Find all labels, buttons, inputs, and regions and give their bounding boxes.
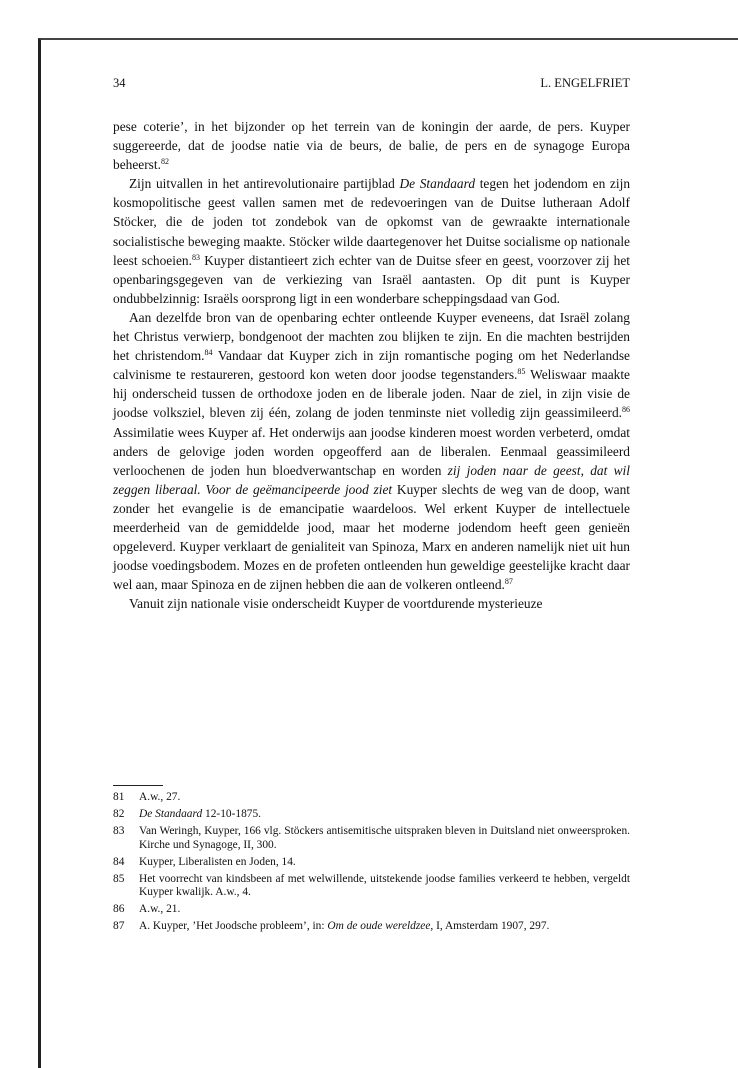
footnote-ref: 85: [517, 367, 526, 377]
text-run: A. Kuyper, ’Het Joodsche probleem’, in:: [139, 920, 328, 932]
footnote-ref: 86: [622, 405, 630, 415]
footnote: [113, 825, 630, 852]
text-run: Vandaar dat Kuyper zich in zijn romantische poging om het Nederlandse calvinisme te restaureren, gestoord kon weten door joodse tegenstanders.: [113, 348, 630, 383]
footnote: [113, 791, 630, 805]
body-text: [113, 117, 630, 613]
footnote-text: [139, 791, 630, 805]
text-run: Kuyper slechts de weg van de doop, want zonder het evangelie is de emancipatie waardeloos. Wel erkent Kuyper de intellectuele meerderheid van de gemiddelde jood, maar het moderne jodendom heeft geen genieën opgeleverd. Kuyper verklaart de genialiteit van Spinoza, Marx en anderen namelijk niet uit hun joodse voedingsbodem. Mozes en de profeten ontleenden hun geweldige geestelijke kracht daar wel aan, maar Spinoza en de zijnen hebben die aan de volkeren ontleend.: [113, 481, 630, 593]
text-run: Kuyper distantieert zich echter van de Duitse sfeer en geest, voorzover zij het openbaringsgegeven van de verkiezing van Israël aantasten. Op dit punt is Kuyper ondubbelzinnig: Israëls oorsprong ligt in een wonderbare scheppingsdaad van God.: [113, 252, 630, 306]
footnote-ref: 87: [504, 577, 513, 587]
text-run: Assimilatie wees Kuyper af. Het onderwijs aan joodse kinderen moest worden verbeterd, omdat anders de gelovige joden worden opgeofferd aan de liberalen. Eenmaal geassimileerd verloochenen de joden hun bloedverwantschap en worden: [113, 424, 630, 478]
footnote-ref: 84: [204, 348, 213, 358]
footnote-number: 81: [113, 791, 125, 803]
footnote: [113, 903, 630, 917]
text-run: Zijn uitvallen in het antirevolutionaire partijblad: [129, 176, 400, 192]
italic-text: De Standaard: [139, 808, 203, 820]
text-run: pese coterie’, in het bijzonder op het terrein van de koningin der aarde, de pers. Kuyper suggereerde, dat de joodse natie via de beurs, de balie, de pers en de synagoge Europa beheerst.: [113, 119, 630, 173]
text-run: Het voorrecht van kindsbeen af met welwillende, uitstekende joodse families verkeerd te hebben, vergeldt Kuyper kwalijk. A.w., 4.: [139, 872, 630, 898]
text-run: Kuyper, Liberalisten en Joden, 14.: [139, 855, 296, 868]
text-run: Vanuit zijn nationale visie onderscheidt Kuyper de voortdurende mysterieuze: [129, 596, 543, 612]
footnote-text: [139, 825, 630, 852]
footnote-number: 83: [113, 825, 125, 837]
footnote: [113, 873, 630, 900]
paragraph: [113, 117, 630, 174]
footnote-text: [139, 808, 630, 822]
text-run: Weliswaar maakte hij onderscheid tussen de orthodoxe joden en de liberale joden. Naar de ziel, in zijn visie de joodse volksziel, bleven zij één, zolang de joden tenminste niet volledig zijn geassimileerd.: [113, 367, 631, 421]
footnote: [113, 920, 630, 934]
running-title: L. ENGELFRIET: [540, 76, 630, 90]
text-run: A.w., 21.: [139, 903, 181, 915]
footnote-text: [139, 920, 630, 934]
italic-text: Om de oude wereldzee: [327, 920, 431, 932]
text-run: 12-10-1875.: [202, 808, 262, 820]
paragraph: [113, 174, 630, 308]
footnote-ref: 82: [160, 157, 169, 167]
text-run: Van Weringh, Kuyper, 166 vlg. Stöckers antisemitische uitspraken bleven in Duitsland niet onweersproken. Kirche und Synagoge, II, 300.: [139, 825, 630, 851]
footnote-number: 87: [113, 920, 125, 932]
page-header: [113, 76, 630, 91]
footnote-rule: [113, 785, 163, 786]
italic-text: zij joden naar de geest, dat wil zeggen liberaal. Voor de geëmancipeerde jood ziet: [113, 462, 630, 497]
paragraph: [113, 308, 630, 594]
footnote: [113, 808, 630, 822]
text-run: tegen het jodendom en zijn kosmopolitische geest vallen samen met de redevoeringen van de Duitse lutheraan Adolf Stöcker, die de joden tot zondebok van de opkomst van de gewraakte internationale socialistische beweging maakte. Stöcker wilde daartegenover het Duitse socialisme op nationale leest schoeien.: [113, 176, 631, 268]
paragraph: [113, 594, 630, 613]
footnote-number: 82: [113, 808, 125, 820]
text-run: , I, Amsterdam 1907, 297.: [430, 920, 550, 932]
footnote: [113, 856, 630, 870]
page-number: 34: [113, 76, 126, 90]
footnote-ref: 83: [191, 252, 200, 262]
footnote-number: 84: [113, 855, 125, 868]
footnote-text: [139, 873, 630, 900]
footnotes: [113, 791, 630, 937]
footnote-number: 85: [113, 872, 125, 885]
italic-text: De Standaard: [399, 176, 476, 192]
text-run: A.w., 27.: [139, 791, 181, 803]
footnote-number: 86: [113, 903, 125, 915]
footnote-text: [139, 856, 630, 870]
text-run: Aan dezelfde bron van de openbaring echter ontleende Kuyper eveneens, dat Israël zolang het Christus verwierp, bondgenoot der machten zou blijken te zijn. En die machten bestrijden het christendom.: [113, 309, 630, 364]
footnote-text: [139, 903, 630, 917]
